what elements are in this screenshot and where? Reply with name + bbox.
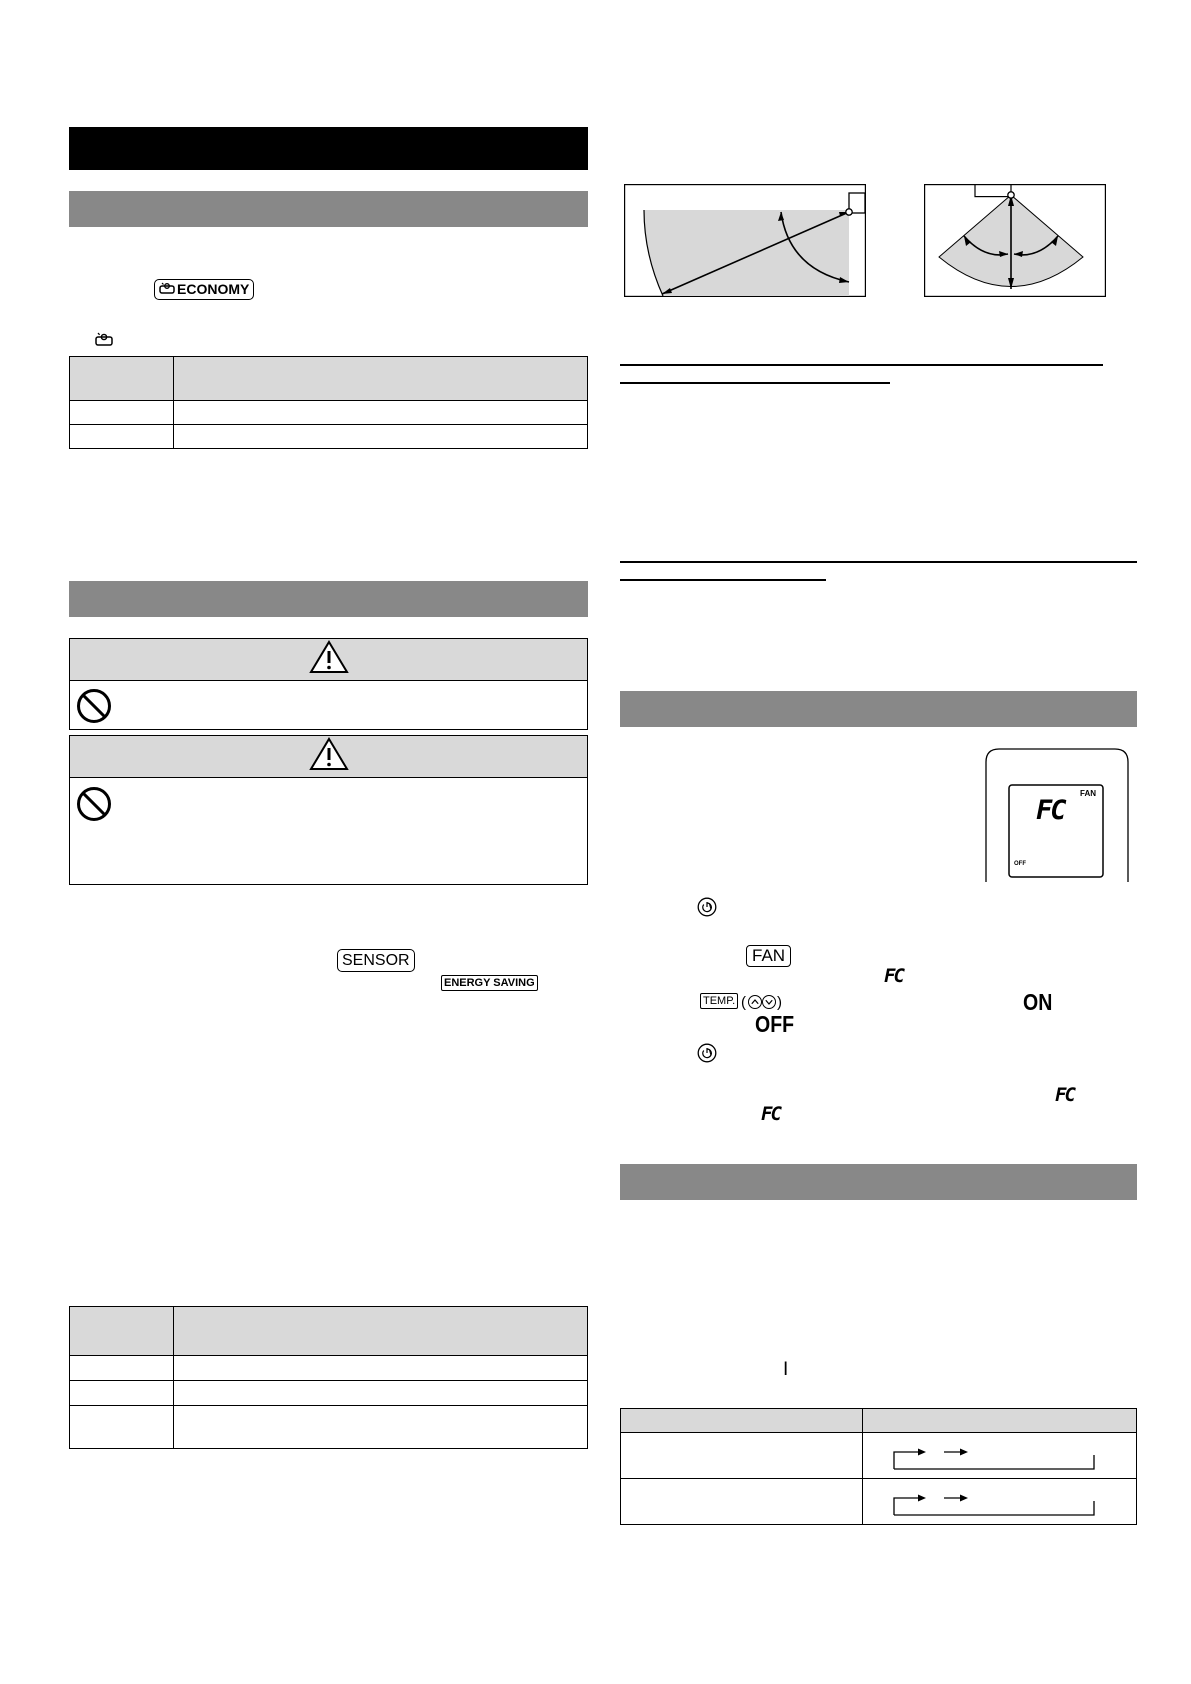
sensor-table [69,1306,588,1449]
cycle-arrow-diagram [892,1443,1112,1471]
remote-display-mode: FAN [1080,789,1096,798]
prohibition-icon [76,786,112,827]
energy-saving-button[interactable] [441,975,538,991]
section-marker: I [783,1359,789,1380]
remote-control-illustration [985,748,1129,882]
chapter-title-bar [69,127,588,170]
sensor-button-label: SENSOR [342,952,410,969]
off-label: OFF [755,1011,795,1037]
subheading-rule-2a [620,561,1137,563]
economy-icon [159,280,175,299]
section-header-sensor [69,581,588,617]
sensor-button[interactable] [337,949,415,972]
economy-indicator-icon [95,332,113,351]
warning-triangle-icon [309,737,349,776]
fan-button-label: FAN [752,946,786,965]
settings-table [620,1408,1137,1525]
power-button-icon[interactable] [697,897,717,922]
subheading-rule-2b [620,579,826,581]
section-header-economy [69,191,588,227]
warning-triangle-icon [309,640,349,679]
economy-button-label: ECONOMY [177,281,250,297]
warning-box-2 [69,735,588,885]
table-row [621,1479,1137,1525]
table-row [70,357,588,401]
economy-button[interactable] [154,279,254,300]
warning-box-1 [69,638,588,730]
remote-display-code: FC [1036,795,1065,826]
table-row [621,1433,1137,1479]
power-button-icon-2[interactable] [697,1043,717,1068]
prohibition-icon [76,688,112,729]
table-row [70,425,588,449]
table-row [70,1307,588,1356]
section-header-settings [620,1164,1137,1200]
temp-button-label: TEMP. [703,995,736,1007]
section-header-fan-check [620,691,1137,727]
subheading-rule-1a [620,364,1103,366]
detection-range-side-diagram [624,184,866,302]
remote-display-state: OFF [1014,861,1026,867]
table-row [70,401,588,425]
economy-table [69,356,588,449]
cycle-arrow-diagram [892,1489,1112,1517]
fan-button[interactable] [746,945,791,967]
fc-code-inline-2: FC [1055,1084,1074,1106]
table-row [70,1381,588,1406]
table-row [70,1406,588,1449]
temp-button[interactable] [700,993,738,1009]
subheading-rule-1b [620,382,890,384]
energy-saving-button-label: ENERGY SAVING [444,977,535,989]
svg-text:): ) [777,994,782,1011]
fc-code-inline-3: FC [761,1103,780,1125]
on-label: ON [1023,989,1053,1015]
fc-code-inline-1: FC [884,965,903,987]
table-row [621,1409,1137,1433]
table-row [70,1356,588,1381]
svg-text:(: ( [741,994,746,1011]
detection-range-top-diagram [924,184,1106,302]
